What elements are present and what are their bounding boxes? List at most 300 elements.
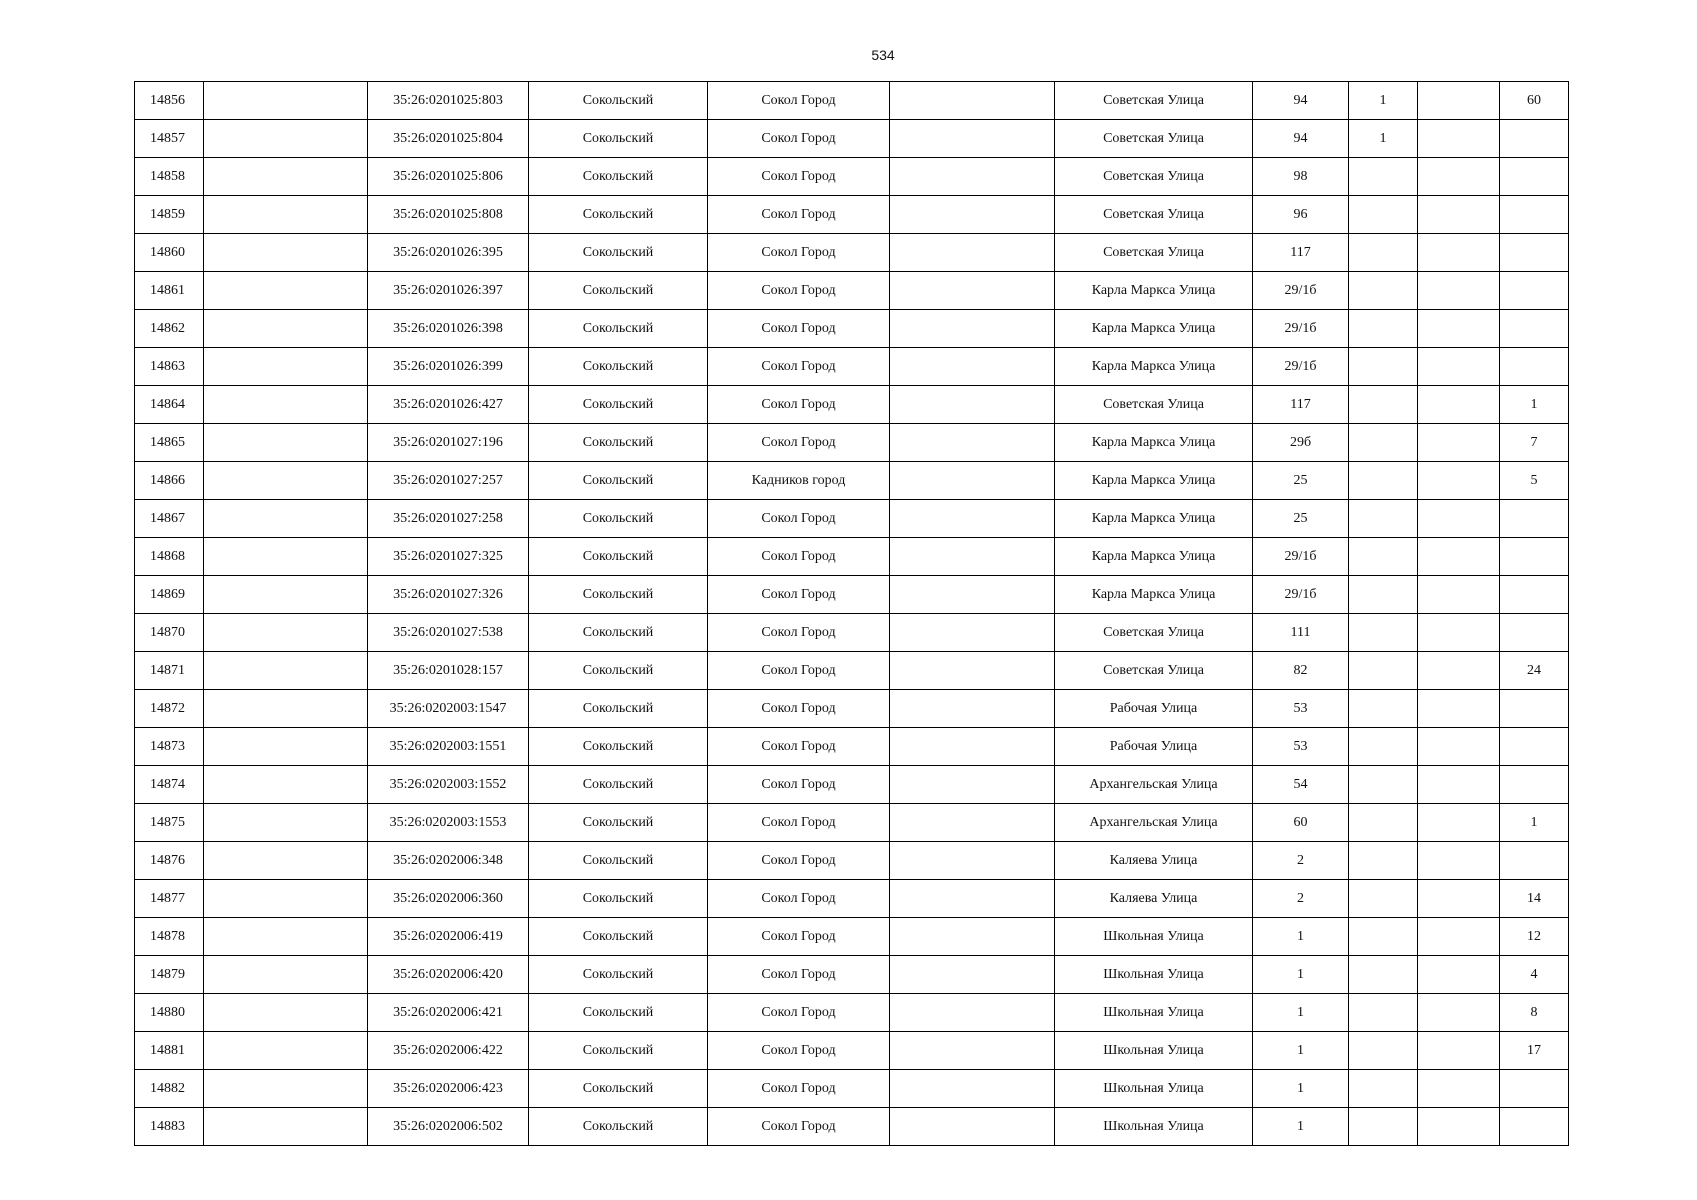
district-cell: Сокольский — [529, 538, 708, 576]
settlement-cell: Сокол Город — [708, 918, 890, 956]
table-row — [135, 766, 1569, 804]
house-number-cell: 53 — [1253, 728, 1349, 766]
cadastral-number-cell: 35:26:0201025:803 — [368, 82, 529, 120]
owner-cell — [204, 386, 368, 424]
structure-cell — [1418, 576, 1500, 614]
structure-cell — [1418, 728, 1500, 766]
structure-cell — [1418, 1032, 1500, 1070]
structure-cell — [1418, 994, 1500, 1032]
cadastral-number-cell: 35:26:0201026:395 — [368, 234, 529, 272]
owner-cell — [204, 1108, 368, 1146]
structure-cell — [1418, 842, 1500, 880]
settlement-cell: Сокол Город — [708, 82, 890, 120]
table-row — [135, 158, 1569, 196]
district-cell: Сокольский — [529, 690, 708, 728]
apartment-cell: 1 — [1500, 386, 1569, 424]
table-row — [135, 120, 1569, 158]
district-cell: Сокольский — [529, 462, 708, 500]
locality-cell — [890, 614, 1055, 652]
apartment-cell — [1500, 690, 1569, 728]
locality-cell — [890, 956, 1055, 994]
district-cell: Сокольский — [529, 500, 708, 538]
structure-cell — [1418, 310, 1500, 348]
settlement-cell: Сокол Город — [708, 538, 890, 576]
building-cell — [1349, 158, 1418, 196]
building-cell — [1349, 690, 1418, 728]
district-cell: Сокольский — [529, 766, 708, 804]
owner-cell — [204, 1032, 368, 1070]
table-row — [135, 652, 1569, 690]
house-number-cell: 29/1б — [1253, 310, 1349, 348]
street-cell: Школьная Улица — [1055, 1108, 1253, 1146]
structure-cell — [1418, 424, 1500, 462]
owner-cell — [204, 804, 368, 842]
locality-cell — [890, 462, 1055, 500]
street-cell: Карла Маркса Улица — [1055, 272, 1253, 310]
cadastral-number-cell: 35:26:0202006:420 — [368, 956, 529, 994]
building-cell — [1349, 956, 1418, 994]
house-number-cell: 29б — [1253, 424, 1349, 462]
settlement-cell: Сокол Город — [708, 158, 890, 196]
house-number-cell: 111 — [1253, 614, 1349, 652]
cadastral-number-cell: 35:26:0202003:1553 — [368, 804, 529, 842]
apartment-cell — [1500, 196, 1569, 234]
table-row — [135, 1070, 1569, 1108]
structure-cell — [1418, 804, 1500, 842]
cadastral-number-cell: 35:26:0202006:422 — [368, 1032, 529, 1070]
district-cell: Сокольский — [529, 804, 708, 842]
house-number-cell: 94 — [1253, 82, 1349, 120]
district-cell: Сокольский — [529, 652, 708, 690]
owner-cell — [204, 500, 368, 538]
locality-cell — [890, 386, 1055, 424]
cadastral-number-cell: 35:26:0202003:1547 — [368, 690, 529, 728]
apartment-cell — [1500, 120, 1569, 158]
owner-cell — [204, 652, 368, 690]
apartment-cell — [1500, 310, 1569, 348]
row-number-cell: 14880 — [135, 994, 204, 1032]
street-cell: Карла Маркса Улица — [1055, 500, 1253, 538]
structure-cell — [1418, 386, 1500, 424]
cadastral-number-cell: 35:26:0201027:326 — [368, 576, 529, 614]
district-cell: Сокольский — [529, 234, 708, 272]
cadastral-number-cell: 35:26:0202006:419 — [368, 918, 529, 956]
cadastral-number-cell: 35:26:0201027:538 — [368, 614, 529, 652]
house-number-cell: 98 — [1253, 158, 1349, 196]
building-cell — [1349, 1032, 1418, 1070]
owner-cell — [204, 538, 368, 576]
cadastral-number-cell: 35:26:0202006:502 — [368, 1108, 529, 1146]
cadastral-number-cell: 35:26:0201026:398 — [368, 310, 529, 348]
house-number-cell: 1 — [1253, 1070, 1349, 1108]
locality-cell — [890, 1032, 1055, 1070]
street-cell: Советская Улица — [1055, 614, 1253, 652]
structure-cell — [1418, 158, 1500, 196]
table-row — [135, 880, 1569, 918]
settlement-cell: Сокол Город — [708, 576, 890, 614]
locality-cell — [890, 804, 1055, 842]
cadastral-number-cell: 35:26:0201027:196 — [368, 424, 529, 462]
apartment-cell — [1500, 500, 1569, 538]
table-row — [135, 424, 1569, 462]
district-cell: Сокольский — [529, 272, 708, 310]
owner-cell — [204, 614, 368, 652]
street-cell: Школьная Улица — [1055, 918, 1253, 956]
settlement-cell: Сокол Город — [708, 766, 890, 804]
property-registry-table — [134, 81, 1569, 1146]
street-cell: Школьная Улица — [1055, 1032, 1253, 1070]
apartment-cell — [1500, 614, 1569, 652]
structure-cell — [1418, 538, 1500, 576]
cadastral-number-cell: 35:26:0201026:399 — [368, 348, 529, 386]
row-number-cell: 14862 — [135, 310, 204, 348]
structure-cell — [1418, 348, 1500, 386]
row-number-cell: 14881 — [135, 1032, 204, 1070]
apartment-cell: 7 — [1500, 424, 1569, 462]
settlement-cell: Сокол Город — [708, 842, 890, 880]
cadastral-number-cell: 35:26:0202006:348 — [368, 842, 529, 880]
settlement-cell: Сокол Город — [708, 652, 890, 690]
district-cell: Сокольский — [529, 880, 708, 918]
locality-cell — [890, 234, 1055, 272]
house-number-cell: 54 — [1253, 766, 1349, 804]
settlement-cell: Сокол Город — [708, 1070, 890, 1108]
owner-cell — [204, 424, 368, 462]
owner-cell — [204, 158, 368, 196]
row-number-cell: 14873 — [135, 728, 204, 766]
table-row — [135, 310, 1569, 348]
structure-cell — [1418, 1108, 1500, 1146]
owner-cell — [204, 310, 368, 348]
settlement-cell: Сокол Город — [708, 386, 890, 424]
row-number-cell: 14860 — [135, 234, 204, 272]
street-cell: Карла Маркса Улица — [1055, 310, 1253, 348]
apartment-cell: 12 — [1500, 918, 1569, 956]
building-cell — [1349, 272, 1418, 310]
structure-cell — [1418, 272, 1500, 310]
street-cell: Архангельская Улица — [1055, 766, 1253, 804]
structure-cell — [1418, 918, 1500, 956]
table-row — [135, 614, 1569, 652]
district-cell: Сокольский — [529, 956, 708, 994]
row-number-cell: 14877 — [135, 880, 204, 918]
cadastral-number-cell: 35:26:0201025:806 — [368, 158, 529, 196]
locality-cell — [890, 120, 1055, 158]
building-cell — [1349, 804, 1418, 842]
locality-cell — [890, 424, 1055, 462]
building-cell: 1 — [1349, 120, 1418, 158]
settlement-cell: Сокол Город — [708, 690, 890, 728]
row-number-cell: 14867 — [135, 500, 204, 538]
apartment-cell — [1500, 728, 1569, 766]
building-cell — [1349, 462, 1418, 500]
house-number-cell: 117 — [1253, 386, 1349, 424]
page-number: 534 — [871, 47, 895, 63]
settlement-cell: Сокол Город — [708, 728, 890, 766]
street-cell: Архангельская Улица — [1055, 804, 1253, 842]
table-row — [135, 348, 1569, 386]
apartment-cell: 5 — [1500, 462, 1569, 500]
district-cell: Сокольский — [529, 120, 708, 158]
settlement-cell: Сокол Город — [708, 956, 890, 994]
house-number-cell: 1 — [1253, 918, 1349, 956]
table-row — [135, 804, 1569, 842]
cadastral-number-cell: 35:26:0201027:258 — [368, 500, 529, 538]
apartment-cell: 17 — [1500, 1032, 1569, 1070]
owner-cell — [204, 1070, 368, 1108]
street-cell: Советская Улица — [1055, 82, 1253, 120]
structure-cell — [1418, 690, 1500, 728]
structure-cell — [1418, 766, 1500, 804]
row-number-cell: 14864 — [135, 386, 204, 424]
row-number-cell: 14872 — [135, 690, 204, 728]
district-cell: Сокольский — [529, 1032, 708, 1070]
building-cell — [1349, 234, 1418, 272]
street-cell: Школьная Улица — [1055, 956, 1253, 994]
row-number-cell: 14879 — [135, 956, 204, 994]
house-number-cell: 94 — [1253, 120, 1349, 158]
owner-cell — [204, 956, 368, 994]
cadastral-number-cell: 35:26:0201027:257 — [368, 462, 529, 500]
apartment-cell: 60 — [1500, 82, 1569, 120]
street-cell: Советская Улица — [1055, 196, 1253, 234]
locality-cell — [890, 196, 1055, 234]
table-row — [135, 728, 1569, 766]
house-number-cell: 60 — [1253, 804, 1349, 842]
apartment-cell — [1500, 766, 1569, 804]
cadastral-number-cell: 35:26:0202003:1552 — [368, 766, 529, 804]
row-number-cell: 14868 — [135, 538, 204, 576]
structure-cell — [1418, 120, 1500, 158]
cadastral-number-cell: 35:26:0202006:423 — [368, 1070, 529, 1108]
house-number-cell: 117 — [1253, 234, 1349, 272]
apartment-cell — [1500, 538, 1569, 576]
house-number-cell: 82 — [1253, 652, 1349, 690]
apartment-cell — [1500, 842, 1569, 880]
building-cell — [1349, 348, 1418, 386]
owner-cell — [204, 766, 368, 804]
row-number-cell: 14870 — [135, 614, 204, 652]
owner-cell — [204, 994, 368, 1032]
building-cell: 1 — [1349, 82, 1418, 120]
district-cell: Сокольский — [529, 1070, 708, 1108]
building-cell — [1349, 994, 1418, 1032]
building-cell — [1349, 386, 1418, 424]
building-cell — [1349, 310, 1418, 348]
apartment-cell — [1500, 1108, 1569, 1146]
house-number-cell: 29/1б — [1253, 576, 1349, 614]
building-cell — [1349, 652, 1418, 690]
house-number-cell: 1 — [1253, 994, 1349, 1032]
building-cell — [1349, 538, 1418, 576]
house-number-cell: 29/1б — [1253, 538, 1349, 576]
cadastral-number-cell: 35:26:0201025:804 — [368, 120, 529, 158]
street-cell: Рабочая Улица — [1055, 728, 1253, 766]
building-cell — [1349, 728, 1418, 766]
settlement-cell: Сокол Город — [708, 994, 890, 1032]
row-number-cell: 14865 — [135, 424, 204, 462]
locality-cell — [890, 652, 1055, 690]
building-cell — [1349, 1108, 1418, 1146]
locality-cell — [890, 728, 1055, 766]
table-row — [135, 386, 1569, 424]
house-number-cell: 1 — [1253, 1032, 1349, 1070]
structure-cell — [1418, 880, 1500, 918]
structure-cell — [1418, 652, 1500, 690]
row-number-cell: 14882 — [135, 1070, 204, 1108]
locality-cell — [890, 1108, 1055, 1146]
table-row — [135, 1032, 1569, 1070]
locality-cell — [890, 766, 1055, 804]
locality-cell — [890, 880, 1055, 918]
owner-cell — [204, 234, 368, 272]
cadastral-number-cell: 35:26:0201026:427 — [368, 386, 529, 424]
settlement-cell: Сокол Город — [708, 804, 890, 842]
building-cell — [1349, 880, 1418, 918]
cadastral-number-cell: 35:26:0201028:157 — [368, 652, 529, 690]
building-cell — [1349, 918, 1418, 956]
cadastral-number-cell: 35:26:0202003:1551 — [368, 728, 529, 766]
cadastral-number-cell: 35:26:0202006:421 — [368, 994, 529, 1032]
row-number-cell: 14876 — [135, 842, 204, 880]
building-cell — [1349, 614, 1418, 652]
district-cell: Сокольский — [529, 728, 708, 766]
apartment-cell — [1500, 1070, 1569, 1108]
row-number-cell: 14856 — [135, 82, 204, 120]
row-number-cell: 14883 — [135, 1108, 204, 1146]
locality-cell — [890, 310, 1055, 348]
table-row — [135, 576, 1569, 614]
building-cell — [1349, 424, 1418, 462]
settlement-cell: Сокол Город — [708, 424, 890, 462]
settlement-cell: Сокол Город — [708, 880, 890, 918]
district-cell: Сокольский — [529, 994, 708, 1032]
street-cell: Советская Улица — [1055, 652, 1253, 690]
table-row — [135, 956, 1569, 994]
locality-cell — [890, 842, 1055, 880]
table-row — [135, 994, 1569, 1032]
row-number-cell: 14866 — [135, 462, 204, 500]
apartment-cell — [1500, 576, 1569, 614]
settlement-cell: Сокол Город — [708, 272, 890, 310]
owner-cell — [204, 842, 368, 880]
district-cell: Сокольский — [529, 1108, 708, 1146]
building-cell — [1349, 1070, 1418, 1108]
locality-cell — [890, 158, 1055, 196]
owner-cell — [204, 348, 368, 386]
structure-cell — [1418, 234, 1500, 272]
district-cell: Сокольский — [529, 614, 708, 652]
row-number-cell: 14869 — [135, 576, 204, 614]
locality-cell — [890, 918, 1055, 956]
apartment-cell: 1 — [1500, 804, 1569, 842]
row-number-cell: 14878 — [135, 918, 204, 956]
district-cell: Сокольский — [529, 158, 708, 196]
owner-cell — [204, 196, 368, 234]
row-number-cell: 14857 — [135, 120, 204, 158]
street-cell: Школьная Улица — [1055, 1070, 1253, 1108]
table-row — [135, 1108, 1569, 1146]
apartment-cell — [1500, 348, 1569, 386]
owner-cell — [204, 690, 368, 728]
settlement-cell: Сокол Город — [708, 1108, 890, 1146]
settlement-cell: Сокол Город — [708, 196, 890, 234]
street-cell: Каляева Улица — [1055, 842, 1253, 880]
owner-cell — [204, 918, 368, 956]
structure-cell — [1418, 82, 1500, 120]
structure-cell — [1418, 196, 1500, 234]
settlement-cell: Сокол Город — [708, 120, 890, 158]
building-cell — [1349, 842, 1418, 880]
district-cell: Сокольский — [529, 196, 708, 234]
street-cell: Советская Улица — [1055, 234, 1253, 272]
district-cell: Сокольский — [529, 576, 708, 614]
house-number-cell: 2 — [1253, 880, 1349, 918]
structure-cell — [1418, 500, 1500, 538]
locality-cell — [890, 576, 1055, 614]
settlement-cell: Сокол Город — [708, 500, 890, 538]
row-number-cell: 14858 — [135, 158, 204, 196]
table-row — [135, 462, 1569, 500]
row-number-cell: 14861 — [135, 272, 204, 310]
house-number-cell: 29/1б — [1253, 272, 1349, 310]
owner-cell — [204, 880, 368, 918]
table-row — [135, 234, 1569, 272]
row-number-cell: 14874 — [135, 766, 204, 804]
street-cell: Советская Улица — [1055, 158, 1253, 196]
house-number-cell: 53 — [1253, 690, 1349, 728]
apartment-cell: 8 — [1500, 994, 1569, 1032]
cadastral-number-cell: 35:26:0201025:808 — [368, 196, 529, 234]
locality-cell — [890, 500, 1055, 538]
street-cell: Карла Маркса Улица — [1055, 538, 1253, 576]
table-row — [135, 196, 1569, 234]
owner-cell — [204, 82, 368, 120]
settlement-cell: Сокол Город — [708, 614, 890, 652]
registry-body — [135, 82, 1569, 1146]
street-cell: Карла Маркса Улица — [1055, 348, 1253, 386]
district-cell: Сокольский — [529, 918, 708, 956]
table-row — [135, 842, 1569, 880]
table-row — [135, 500, 1569, 538]
locality-cell — [890, 1070, 1055, 1108]
table-row — [135, 538, 1569, 576]
district-cell: Сокольский — [529, 348, 708, 386]
settlement-cell: Сокол Город — [708, 1032, 890, 1070]
owner-cell — [204, 462, 368, 500]
house-number-cell: 96 — [1253, 196, 1349, 234]
row-number-cell: 14863 — [135, 348, 204, 386]
settlement-cell: Сокол Город — [708, 234, 890, 272]
street-cell: Каляева Улица — [1055, 880, 1253, 918]
house-number-cell: 2 — [1253, 842, 1349, 880]
building-cell — [1349, 196, 1418, 234]
cadastral-number-cell: 35:26:0201027:325 — [368, 538, 529, 576]
district-cell: Сокольский — [529, 386, 708, 424]
owner-cell — [204, 120, 368, 158]
locality-cell — [890, 348, 1055, 386]
owner-cell — [204, 576, 368, 614]
street-cell: Рабочая Улица — [1055, 690, 1253, 728]
settlement-cell: Кадников город — [708, 462, 890, 500]
building-cell — [1349, 766, 1418, 804]
district-cell: Сокольский — [529, 310, 708, 348]
house-number-cell: 25 — [1253, 462, 1349, 500]
table-row — [135, 272, 1569, 310]
apartment-cell — [1500, 234, 1569, 272]
locality-cell — [890, 538, 1055, 576]
owner-cell — [204, 728, 368, 766]
